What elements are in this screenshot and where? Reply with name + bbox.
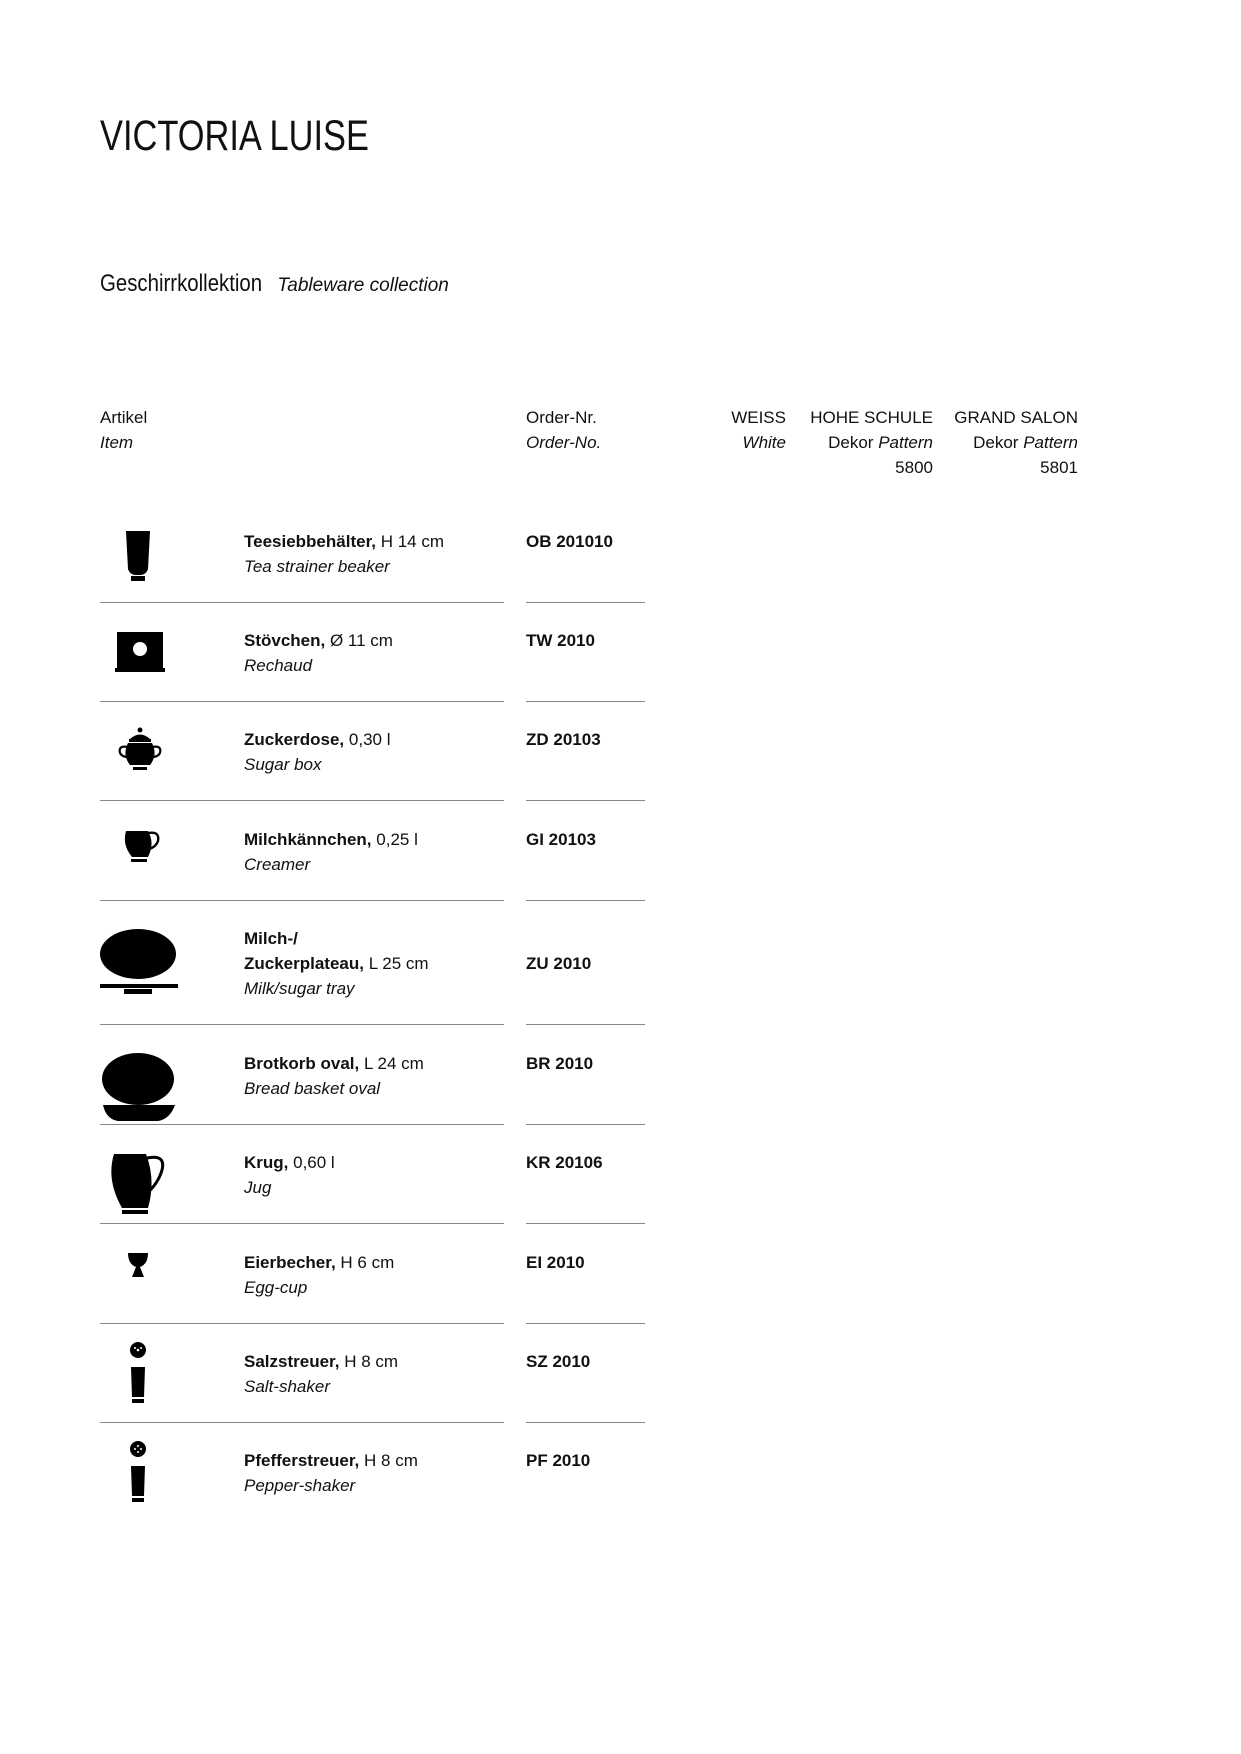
- subtitle-en: Tableware collection: [277, 275, 449, 296]
- column-header-hohe-schule: HOHE SCHULE Dekor Pattern 5800: [810, 408, 933, 477]
- row-divider: [526, 1223, 645, 1224]
- row-divider: [100, 1124, 504, 1125]
- creamer-icon: [100, 827, 180, 869]
- subtitle-de: Geschirrkollektion: [100, 270, 263, 297]
- row-divider: [100, 1223, 504, 1224]
- sugar-box-icon: [100, 727, 180, 775]
- order-number: SZ 2010: [526, 1352, 591, 1371]
- tea-strainer-beaker-icon: [100, 529, 180, 585]
- order-number: ZD 20103: [526, 730, 601, 749]
- column-header-order: Order-Nr. Order-No.: [526, 408, 602, 452]
- column-header-item: Artikel Item: [100, 408, 148, 452]
- order-number: ZU 2010: [526, 954, 592, 973]
- row-divider: [526, 1323, 645, 1324]
- row-divider: [526, 1124, 645, 1125]
- row-divider: [526, 900, 645, 901]
- row-divider: [526, 701, 645, 702]
- order-number: BR 2010: [526, 1054, 594, 1073]
- row-divider: [526, 1422, 645, 1423]
- pepper-shaker-icon: [100, 1440, 180, 1506]
- order-number: TW 2010: [526, 631, 595, 650]
- row-divider: [526, 800, 645, 801]
- row-divider: [100, 1422, 504, 1423]
- page-title: VICTORIA LUISE: [100, 112, 369, 160]
- row-divider: [100, 1323, 504, 1324]
- column-header-grand-salon: GRAND SALON Dekor Pattern 5801: [954, 408, 1078, 477]
- order-number: EI 2010: [526, 1253, 585, 1272]
- row-divider: [526, 1024, 645, 1025]
- milk-sugar-tray-icon: [100, 926, 180, 1002]
- column-header-weiss: WEISS White: [731, 408, 786, 452]
- order-number: PF 2010: [526, 1451, 591, 1470]
- row-divider: [100, 800, 504, 801]
- rechaud-icon: [100, 628, 180, 678]
- egg-cup-icon: [100, 1250, 180, 1280]
- bread-basket-icon: [100, 1051, 180, 1131]
- order-number: GI 20103: [526, 830, 596, 849]
- row-divider: [100, 701, 504, 702]
- row-divider: [100, 1024, 504, 1025]
- order-number: KR 20106: [526, 1153, 603, 1172]
- subtitle: [100, 270, 449, 298]
- row-divider: [100, 602, 504, 603]
- order-number: OB 201010: [526, 532, 613, 551]
- jug-icon: [100, 1150, 180, 1218]
- row-divider: [526, 602, 645, 603]
- salt-shaker-icon: [100, 1341, 180, 1407]
- row-divider: [100, 900, 504, 901]
